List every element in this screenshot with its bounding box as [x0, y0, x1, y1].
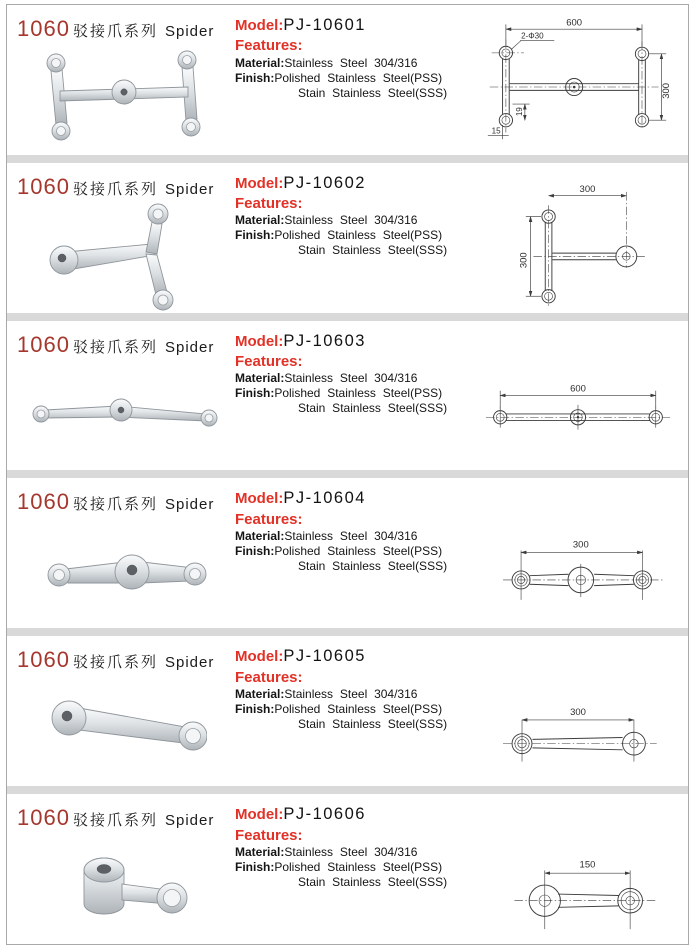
dimension-label: 300	[570, 707, 586, 719]
series-title-cn: 驳接爪系列	[72, 338, 158, 356]
material-value: Stainless Steel 304/316	[284, 213, 418, 228]
material-label: Material:	[235, 529, 285, 544]
technical-drawing	[467, 794, 688, 944]
series-title	[17, 489, 235, 515]
material-value: Stainless Steel 304/316	[284, 371, 418, 386]
series-number: 1060	[17, 331, 70, 357]
model-value: PJ-10604	[283, 489, 366, 508]
series-title	[17, 647, 235, 673]
series-number: 1060	[17, 173, 70, 199]
material-label: Material:	[235, 844, 285, 859]
series-number: 1060	[17, 647, 70, 673]
finish-label: Finish:	[235, 70, 275, 85]
technical-drawing	[467, 636, 688, 786]
series-title-en: Spider	[164, 654, 215, 672]
technical-drawing	[467, 321, 688, 471]
model-label: Model:	[235, 648, 284, 666]
material-label: Material:	[235, 55, 285, 70]
hole-callout-label: 2-Φ30	[521, 31, 544, 41]
series-title	[17, 174, 235, 200]
row-divider	[7, 628, 688, 636]
technical-drawing	[467, 478, 688, 628]
product-row	[7, 321, 688, 471]
row-divider	[7, 313, 688, 321]
features-label: Features:	[235, 668, 303, 686]
material-value: Stainless Steel 304/316	[284, 686, 418, 701]
row-divider	[7, 155, 688, 163]
finish-value-2: Stain Stainless Steel(SSS)	[298, 85, 448, 100]
series-number: 1060	[17, 805, 70, 831]
product-row	[7, 636, 688, 786]
model-value: PJ-10601	[283, 16, 366, 34]
product-row	[7, 478, 688, 628]
material-value: Stainless Steel 304/316	[284, 844, 418, 859]
finish-label: Finish:	[235, 859, 275, 874]
row-divider	[7, 470, 688, 478]
dimension-label: 300	[572, 540, 589, 552]
product-photo	[17, 42, 235, 155]
model-label: Model:	[235, 490, 284, 508]
finish-label: Finish:	[235, 701, 275, 716]
product-row	[7, 794, 688, 944]
model-value: PJ-10605	[283, 647, 366, 666]
dimension-label: 19	[515, 107, 525, 117]
dimension-label: 150	[579, 859, 596, 871]
series-number: 1060	[17, 16, 70, 41]
product-row	[7, 163, 688, 313]
finish-value-2: Stain Stainless Steel(SSS)	[298, 716, 448, 731]
series-number: 1060	[17, 489, 70, 515]
model-label: Model:	[235, 17, 284, 34]
product-info	[235, 478, 467, 628]
dimension-label: 600	[570, 383, 586, 395]
series-title	[17, 332, 235, 358]
product-info	[235, 163, 467, 313]
finish-value-2: Stain Stainless Steel(SSS)	[298, 401, 448, 416]
dimension-label: 300	[661, 82, 673, 99]
finish-value-2: Stain Stainless Steel(SSS)	[298, 559, 448, 574]
material-label: Material:	[235, 371, 285, 386]
model-value: PJ-10603	[283, 331, 366, 350]
features-label: Features:	[235, 826, 303, 844]
dimension-label: 300	[579, 183, 596, 195]
series-title	[17, 805, 235, 831]
finish-label: Finish:	[235, 386, 275, 401]
model-value: PJ-10602	[283, 173, 366, 192]
finish-value-1: Polished Stainless Steel(PSS)	[274, 386, 443, 401]
series-title-cn: 驳接爪系列	[72, 180, 158, 198]
series-title-en: Spider	[164, 496, 215, 514]
features-label: Features:	[235, 353, 303, 371]
finish-label: Finish:	[235, 544, 275, 559]
finish-value-1: Polished Stainless Steel(PSS)	[274, 228, 443, 243]
product-row	[7, 5, 688, 155]
product-info	[235, 636, 467, 786]
series-title-en: Spider	[164, 23, 215, 40]
series-title-cn: 驳接爪系列	[72, 23, 158, 40]
series-title-en: Spider	[164, 812, 215, 830]
finish-value-2: Stain Stainless Steel(SSS)	[298, 874, 448, 889]
product-photo	[17, 831, 235, 944]
finish-value-1: Polished Stainless Steel(PSS)	[274, 544, 443, 559]
product-photo	[17, 515, 235, 628]
model-value: PJ-10606	[283, 805, 366, 824]
material-value: Stainless Steel 304/316	[284, 529, 418, 544]
product-info	[235, 5, 467, 155]
series-title-cn: 驳接爪系列	[72, 812, 158, 830]
finish-value-1: Polished Stainless Steel(PSS)	[274, 70, 443, 85]
product-photo	[17, 200, 235, 313]
series-title-en: Spider	[164, 180, 215, 198]
model-label: Model:	[235, 174, 284, 192]
features-label: Features:	[235, 195, 303, 213]
features-label: Features:	[235, 510, 303, 528]
technical-drawing	[467, 163, 688, 313]
finish-value-2: Stain Stainless Steel(SSS)	[298, 243, 448, 258]
model-label: Model:	[235, 332, 284, 350]
product-photo	[17, 358, 235, 471]
series-title	[17, 16, 235, 42]
model-label: Model:	[235, 806, 284, 824]
product-info	[235, 321, 467, 471]
finish-value-1: Polished Stainless Steel(PSS)	[274, 859, 443, 874]
product-photo	[17, 673, 235, 786]
features-label: Features:	[235, 37, 303, 55]
material-label: Material:	[235, 213, 285, 228]
technical-drawing	[467, 5, 688, 155]
material-label: Material:	[235, 686, 285, 701]
series-title-cn: 驳接爪系列	[72, 496, 158, 514]
page-frame	[6, 4, 689, 945]
row-divider	[7, 786, 688, 794]
finish-label: Finish:	[235, 228, 275, 243]
dimension-label: 15	[491, 126, 501, 136]
finish-value-1: Polished Stainless Steel(PSS)	[274, 701, 443, 716]
product-info	[235, 794, 467, 944]
dimension-label: 600	[566, 17, 583, 29]
dimension-label: 300	[518, 252, 530, 268]
series-title-en: Spider	[164, 338, 215, 356]
series-title-cn: 驳接爪系列	[72, 654, 158, 672]
material-value: Stainless Steel 304/316	[284, 55, 418, 70]
